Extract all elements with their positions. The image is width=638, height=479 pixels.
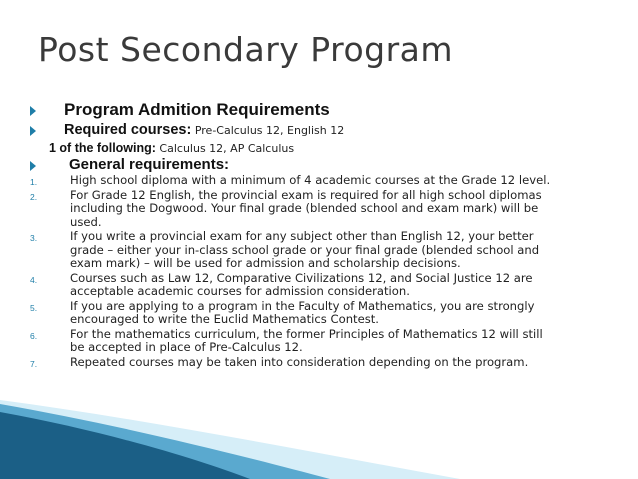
list-item-text-line: High school diploma with a minimum of 4 academic courses at the Grade 12 level. (70, 173, 551, 187)
list-item-number: 1. (30, 177, 38, 187)
list-item-text-line: Repeated courses may be taken into consideration depending on the program. (70, 354, 529, 369)
list-item-text-line: including the Dogwood. Your final grade (blended school and exam mark) will be (70, 201, 539, 215)
list-item-text-line: encouraged to write the Euclid Mathematics Contest. (70, 312, 379, 326)
one-of-following-label: 1 of the following: (49, 141, 156, 155)
list-item-text-line: If you write a provincial exam for any subject other than English 12, your better (70, 229, 534, 243)
list-item-text-line: If you are applying to a program in the Faculty of Mathematics, you are strongly (70, 298, 535, 313)
list-item-text-line: For Grade 12 English, the provincial exam is required for all high school diplomas (70, 187, 542, 202)
list-item-number: 2. (30, 191, 38, 202)
list-item-number: 7. (30, 358, 38, 369)
list-item-number: 3. (30, 233, 38, 243)
program-requirements-heading: Program Admition Requirements (64, 100, 330, 119)
list-item-text-line: Courses such as Law 12, Comparative Civilizations 12, and Social Justice 12 are (70, 270, 533, 285)
list-item-text-line: For the mathematics curriculum, the former Principles of Mathematics 12 will still (70, 326, 543, 341)
required-courses-value: Pre-Calculus 12, English 12 (191, 124, 345, 137)
one-of-following-value: Calculus 12, AP Calculus (155, 142, 295, 155)
list-item-text-line: be accepted in place of Pre-Calculus 12. (70, 340, 303, 354)
general-requirements-heading: General requirements: (69, 156, 230, 173)
list-item-number: 4. (30, 274, 38, 285)
list-item-text-line: grade – either your in-class school grade or your final grade (blended school and (70, 242, 540, 257)
list-item-number: 6. (30, 330, 38, 341)
slide-title: Post Secondary Program (38, 30, 454, 69)
list-item-text-line: exam mark) – will be used for admission and scholarship decisions. (70, 256, 461, 270)
list-item-text-line: used. (70, 214, 102, 229)
list-item-number: 5. (30, 302, 38, 313)
required-courses-label: Required courses: (64, 122, 192, 138)
list-item-text-line: acceptable academic courses for admission consideration. (70, 284, 410, 298)
